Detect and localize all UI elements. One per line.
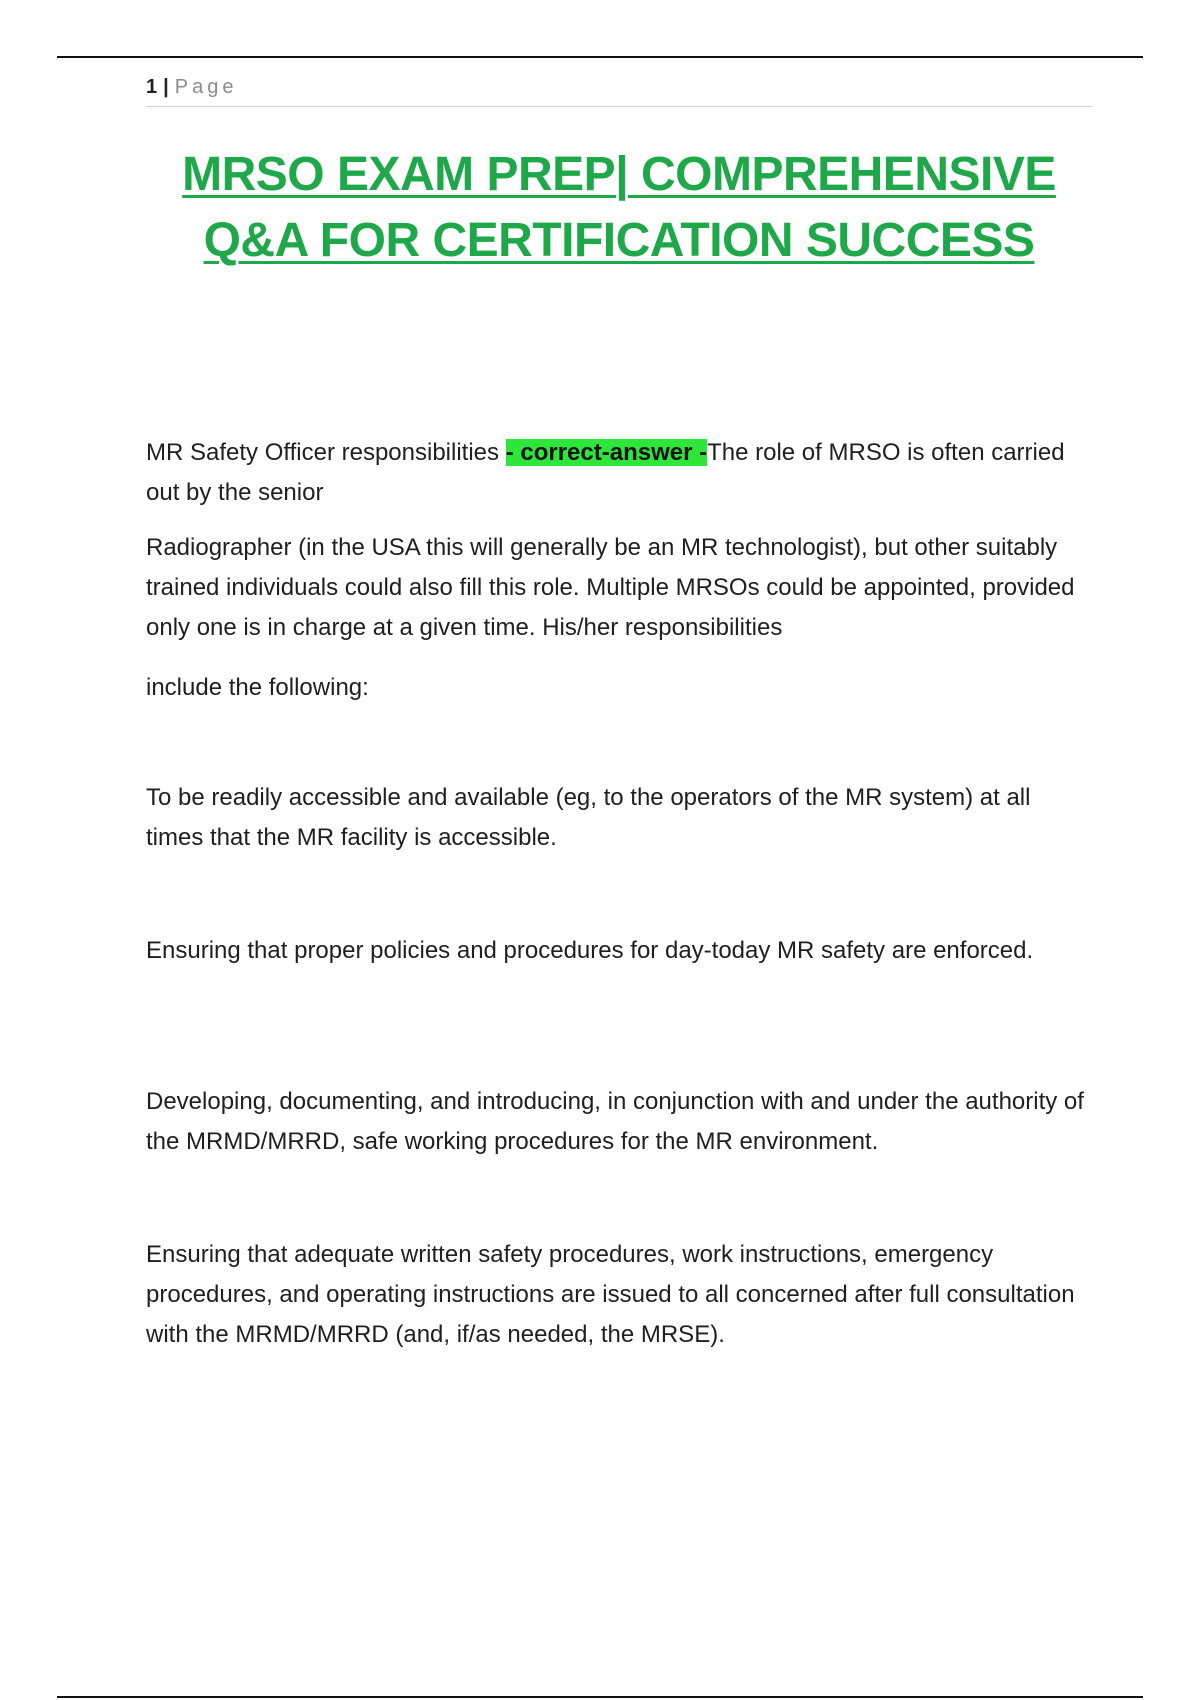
page-number: 1 <box>146 76 158 98</box>
responsibility-item: Ensuring that proper policies and procedures for day-today MR safety are enforced. <box>146 937 1034 964</box>
answer-text: The role of MRSO is often carried out by the senior <box>146 439 1065 506</box>
question-text: MR Safety Officer responsibilities <box>146 439 506 466</box>
responsibility-item: Ensuring that adequate written safety procedures, work instructions, emergency procedures, and operating instructions are issued to all concerned after full consultation with the MRMD/MRRD (and, if/as needed, the MRSE). <box>146 1241 1075 1348</box>
page-separator: | <box>163 76 169 98</box>
responsibility-item: Developing, documenting, and introducing, in conjunction with and under the authority of the MRMD/MRRD, safe working procedures for the MR environment. <box>146 1088 1084 1155</box>
answer-paragraph: Radiographer (in the USA this will generally be an MR technologist), but other suitably trained individuals could also fill this role. Multiple MRSOs could be appointed, provided only one is in charge at a given time. His/her responsibilities <box>146 534 1075 641</box>
responsibility-item: To be readily accessible and available (eg, to the operators of the MR system) at all times that the MR facility is accessible. <box>146 784 1031 851</box>
document-title: MRSO EXAM PREP| COMPREHENSIVE Q&A FOR CERTIFICATION SUCCESS <box>182 148 1056 267</box>
bottom-border-line <box>57 1696 1143 1698</box>
page-label: Page <box>174 76 238 98</box>
question-paragraph <box>146 433 1092 513</box>
correct-answer-marker: - correct-answer - <box>505 439 708 466</box>
top-border-line <box>57 56 1143 58</box>
answer-paragraph: include the following: <box>146 674 369 701</box>
page-header <box>146 72 1092 107</box>
